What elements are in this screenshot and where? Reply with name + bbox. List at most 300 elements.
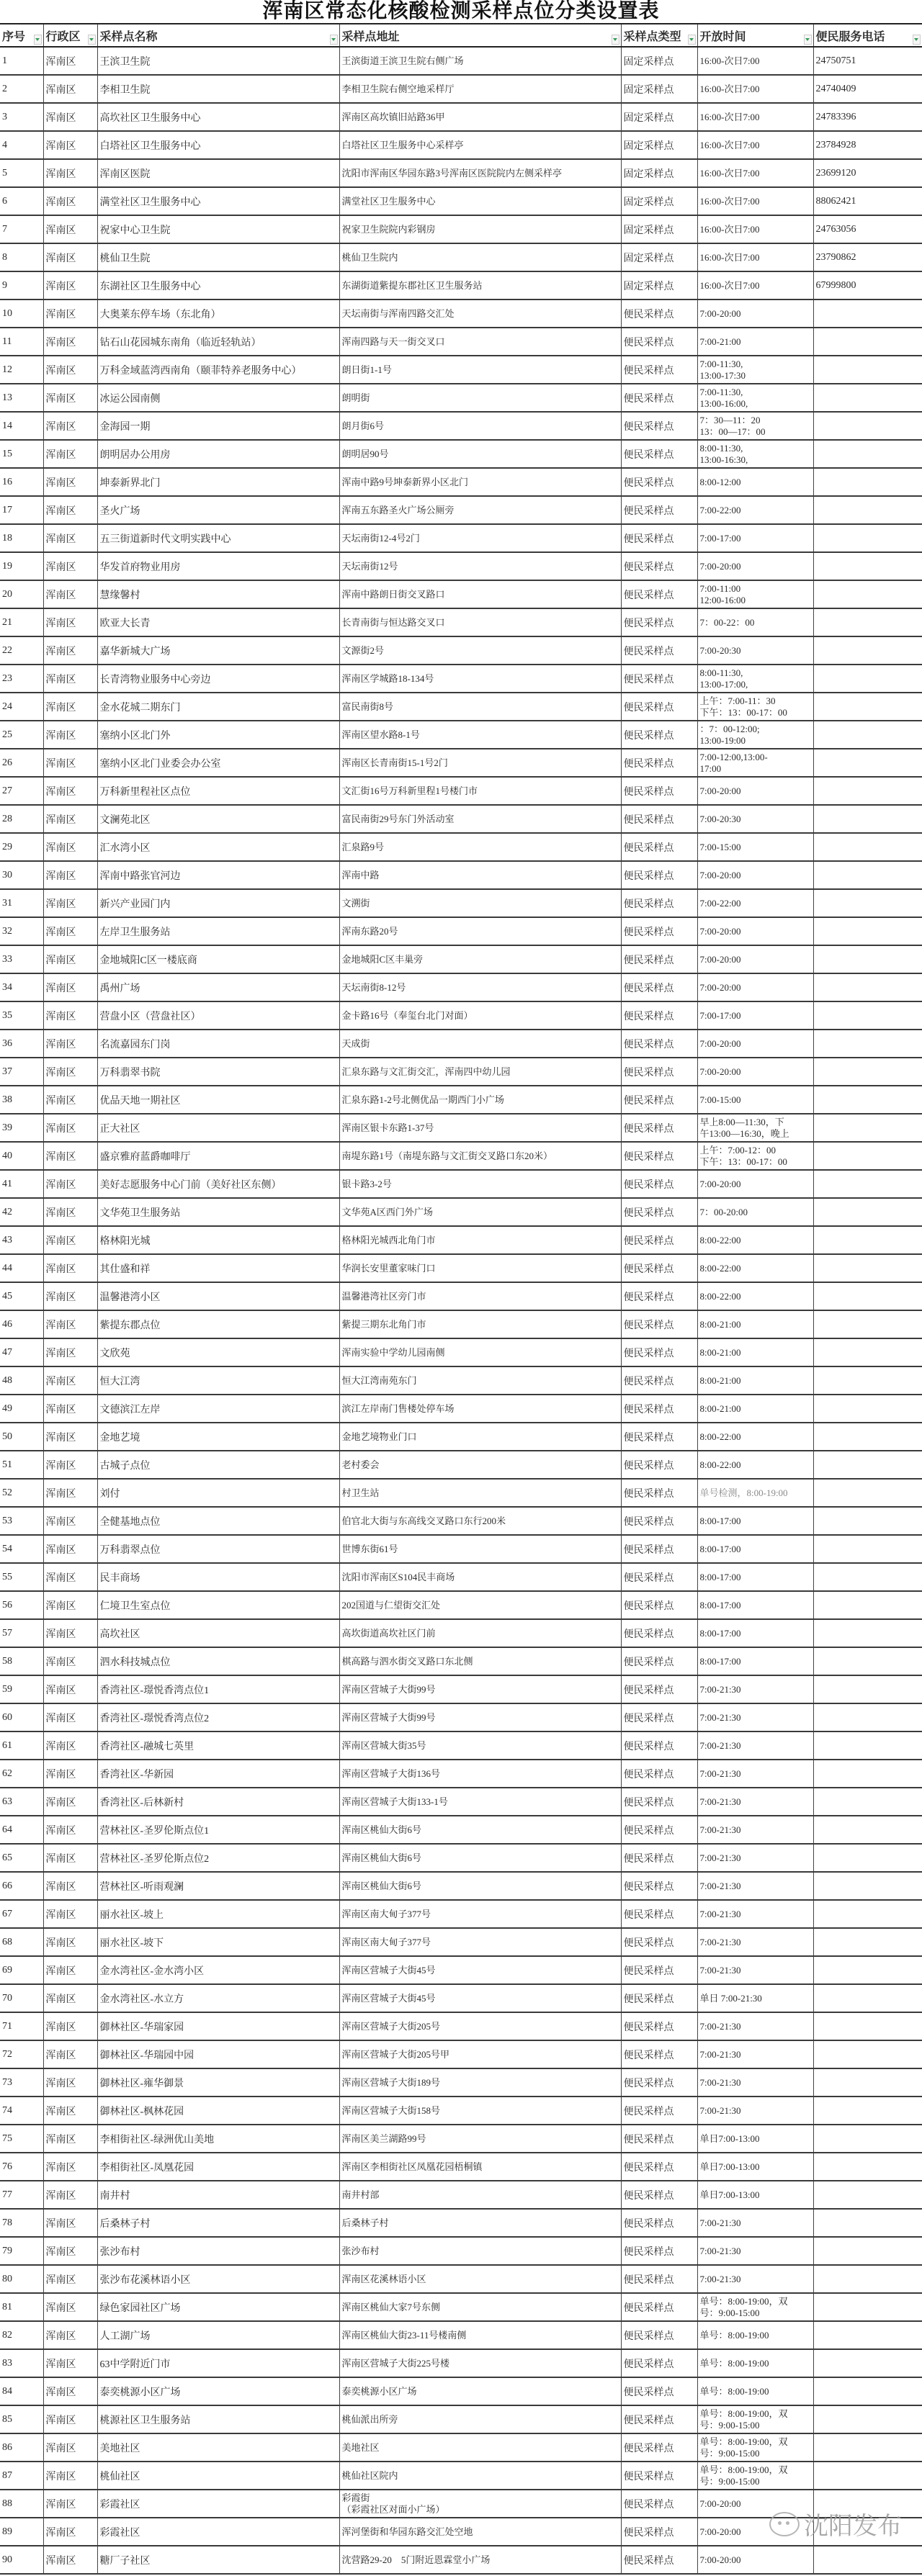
cell-index: 77 bbox=[0, 2181, 43, 2209]
cell-site-type: 便民采样点 bbox=[621, 861, 697, 889]
cell-site-type: 便民采样点 bbox=[621, 1731, 697, 1760]
cell-service-phone bbox=[813, 2349, 922, 2377]
cell-service-phone: 67999800 bbox=[813, 271, 922, 300]
cell-site-name: 营林社区-圣罗伦斯点位2 bbox=[97, 1844, 339, 1872]
cell-district: 浑南区 bbox=[43, 271, 97, 300]
cell-open-hours: 8:00-17:00 bbox=[697, 1563, 813, 1591]
cell-index: 75 bbox=[0, 2125, 43, 2153]
cell-district: 浑南区 bbox=[43, 2293, 97, 2321]
cell-site-address: 温馨港湾社区旁门市 bbox=[339, 1282, 621, 1310]
cell-open-hours: 7:00-21:30 bbox=[697, 1844, 813, 1872]
cell-site-name: 彩霞社区 bbox=[97, 2490, 339, 2518]
cell-site-name: 塞纳小区北门外 bbox=[97, 721, 339, 749]
cell-site-name: 文华苑卫生服务站 bbox=[97, 1198, 339, 1226]
cell-district: 浑南区 bbox=[43, 917, 97, 945]
cell-index: 88 bbox=[0, 2490, 43, 2518]
cell-site-type: 便民采样点 bbox=[621, 833, 697, 861]
cell-open-hours: 7：00-20:00 bbox=[697, 1198, 813, 1226]
filter-dropdown-icon[interactable] bbox=[804, 35, 812, 45]
cell-district: 浑南区 bbox=[43, 2462, 97, 2490]
cell-index: 10 bbox=[0, 300, 43, 328]
cell-site-type: 便民采样点 bbox=[621, 1170, 697, 1198]
cell-site-address: 富民南街8号 bbox=[339, 693, 621, 721]
cell-index: 48 bbox=[0, 1366, 43, 1395]
cell-district: 浑南区 bbox=[43, 2265, 97, 2293]
cell-index: 64 bbox=[0, 1816, 43, 1844]
cell-site-type: 便民采样点 bbox=[621, 1366, 697, 1395]
cell-open-hours: 7:00-21:30 bbox=[697, 1675, 813, 1703]
filter-dropdown-icon[interactable] bbox=[88, 35, 96, 45]
cell-index: 27 bbox=[0, 777, 43, 805]
cell-site-name: 美好志愿服务中心门前（美好社区东侧） bbox=[97, 1170, 339, 1198]
cell-site-address: 天坛南街12-4号2门 bbox=[339, 524, 621, 552]
wechat-icon bbox=[769, 2512, 800, 2536]
cell-site-address: 村卫生站 bbox=[339, 1479, 621, 1507]
cell-site-name: 东湖社区卫生服务中心 bbox=[97, 271, 339, 300]
cell-site-address: 格林阳光城西北角门市 bbox=[339, 1226, 621, 1254]
cell-site-type: 便民采样点 bbox=[621, 1226, 697, 1254]
cell-district: 浑南区 bbox=[43, 889, 97, 917]
cell-site-address: 桃仙卫生院内 bbox=[339, 243, 621, 271]
watermark-text: 沈阳发布 bbox=[804, 2512, 902, 2541]
table-row bbox=[0, 917, 922, 945]
table-row bbox=[0, 552, 922, 580]
cell-site-address: 文华苑A区西门外广场 bbox=[339, 1198, 621, 1226]
filter-dropdown-icon[interactable] bbox=[913, 35, 921, 45]
cell-site-address: 朗日街1-1号 bbox=[339, 356, 621, 384]
cell-site-type: 便民采样点 bbox=[621, 2490, 697, 2518]
cell-service-phone bbox=[813, 496, 922, 524]
cell-district: 浑南区 bbox=[43, 1030, 97, 1058]
cell-open-hours: 单号：8:00-19:00 bbox=[697, 2349, 813, 2377]
cell-index: 76 bbox=[0, 2153, 43, 2181]
cell-site-type: 便民采样点 bbox=[621, 2293, 697, 2321]
cell-site-name: 紫提东郡点位 bbox=[97, 1310, 339, 1338]
table-row bbox=[0, 2209, 922, 2237]
cell-site-name: 金水湾社区-水立方 bbox=[97, 1984, 339, 2012]
cell-site-type: 固定采样点 bbox=[621, 47, 697, 75]
cell-district: 浑南区 bbox=[43, 636, 97, 665]
cell-site-type: 便民采样点 bbox=[621, 1198, 697, 1226]
table-row bbox=[0, 300, 922, 328]
cell-site-type: 便民采样点 bbox=[621, 1984, 697, 2012]
cell-index: 30 bbox=[0, 861, 43, 889]
cell-index: 37 bbox=[0, 1058, 43, 1086]
filter-dropdown-icon[interactable] bbox=[612, 35, 619, 45]
cell-district: 浑南区 bbox=[43, 440, 97, 468]
table-row bbox=[0, 1254, 922, 1282]
cell-index: 6 bbox=[0, 187, 43, 215]
cell-district: 浑南区 bbox=[43, 833, 97, 861]
cell-site-type: 便民采样点 bbox=[621, 2040, 697, 2068]
table-row bbox=[0, 1086, 922, 1114]
cell-index: 90 bbox=[0, 2546, 43, 2574]
cell-site-name: 长青湾物业服务中心旁边 bbox=[97, 665, 339, 693]
cell-open-hours: 7:00-21:30 bbox=[697, 2237, 813, 2265]
cell-service-phone bbox=[813, 440, 922, 468]
cell-service-phone: 88062421 bbox=[813, 187, 922, 215]
table-row bbox=[0, 103, 922, 131]
cell-site-name: 钻石山花园城东南角（临近轻轨站） bbox=[97, 328, 339, 356]
cell-site-address: 文汇街16号万科新里程1号楼门市 bbox=[339, 777, 621, 805]
table-row bbox=[0, 468, 922, 496]
cell-site-type: 便民采样点 bbox=[621, 384, 697, 412]
cell-open-hours: 7:00-20:00 bbox=[697, 2490, 813, 2518]
cell-service-phone: 24750751 bbox=[813, 47, 922, 75]
table-row bbox=[0, 243, 922, 271]
cell-service-phone bbox=[813, 2125, 922, 2153]
cell-service-phone bbox=[813, 1395, 922, 1423]
cell-district: 浑南区 bbox=[43, 131, 97, 159]
cell-index: 40 bbox=[0, 1142, 43, 1170]
cell-open-hours: 7:00-21:30 bbox=[697, 2012, 813, 2040]
cell-site-type: 便民采样点 bbox=[621, 552, 697, 580]
table-row bbox=[0, 749, 922, 777]
cell-site-address: 浑南东路20号 bbox=[339, 917, 621, 945]
cell-site-type: 便民采样点 bbox=[621, 608, 697, 636]
cell-open-hours: 8:00-17:00 bbox=[697, 1619, 813, 1647]
cell-site-type: 便民采样点 bbox=[621, 1788, 697, 1816]
cell-district: 浑南区 bbox=[43, 721, 97, 749]
cell-district: 浑南区 bbox=[43, 75, 97, 103]
cell-index: 12 bbox=[0, 356, 43, 384]
cell-district: 浑南区 bbox=[43, 412, 97, 440]
cell-index: 20 bbox=[0, 580, 43, 608]
cell-index: 78 bbox=[0, 2209, 43, 2237]
cell-site-type: 便民采样点 bbox=[621, 1535, 697, 1563]
cell-site-name: 冰运公园南侧 bbox=[97, 384, 339, 412]
cell-district: 浑南区 bbox=[43, 1001, 97, 1030]
cell-service-phone bbox=[813, 973, 922, 1001]
cell-site-address: 美地社区 bbox=[339, 2433, 621, 2462]
cell-index: 38 bbox=[0, 1086, 43, 1114]
cell-service-phone bbox=[813, 2097, 922, 2125]
cell-site-address: 浑南区营城子大街205号甲 bbox=[339, 2040, 621, 2068]
cell-site-address: 金地艺境物业门口 bbox=[339, 1423, 621, 1451]
cell-site-name: 彩霞社区 bbox=[97, 2518, 339, 2546]
cell-site-name: 后桑林子村 bbox=[97, 2209, 339, 2237]
cell-service-phone bbox=[813, 1451, 922, 1479]
cell-site-name: 文欣苑 bbox=[97, 1338, 339, 1366]
table-row bbox=[0, 636, 922, 665]
cell-open-hours: 7:00-20:00 bbox=[697, 552, 813, 580]
cell-open-hours: 7:00-21:30 bbox=[697, 1760, 813, 1788]
cell-site-address: 长青南街与恒达路交叉口 bbox=[339, 608, 621, 636]
cell-site-name: 白塔社区卫生服务中心 bbox=[97, 131, 339, 159]
cell-district: 浑南区 bbox=[43, 2349, 97, 2377]
table-row bbox=[0, 1872, 922, 1900]
cell-site-address: 张沙布村 bbox=[339, 2237, 621, 2265]
cell-site-name: 美地社区 bbox=[97, 2433, 339, 2462]
cell-site-name: 恒大江湾 bbox=[97, 1366, 339, 1395]
cell-service-phone bbox=[813, 1282, 922, 1310]
cell-open-hours: 16:00-次日7:00 bbox=[697, 187, 813, 215]
cell-site-address: 金卡路16号（奉玺台北门对面） bbox=[339, 1001, 621, 1030]
cell-site-address: 浑南区营城子大街45号 bbox=[339, 1984, 621, 2012]
table-row bbox=[0, 2153, 922, 2181]
cell-service-phone: 23790862 bbox=[813, 243, 922, 271]
cell-open-hours: 7:00-21:30 bbox=[697, 1703, 813, 1731]
cell-open-hours: 7:00-21:00 bbox=[697, 328, 813, 356]
cell-index: 81 bbox=[0, 2293, 43, 2321]
cell-service-phone bbox=[813, 945, 922, 973]
cell-service-phone bbox=[813, 1001, 922, 1030]
cell-site-type: 便民采样点 bbox=[621, 2265, 697, 2293]
table-row bbox=[0, 2237, 922, 2265]
cell-open-hours: 单日 7:00-21:30 bbox=[697, 1984, 813, 2012]
cell-site-address: 南堤东路1号（南堤东路与文汇街交叉路口东20米） bbox=[339, 1142, 621, 1170]
cell-site-address: 汇泉路9号 bbox=[339, 833, 621, 861]
cell-site-address: 浑南区望水路8-1号 bbox=[339, 721, 621, 749]
cell-district: 浑南区 bbox=[43, 2012, 97, 2040]
cell-service-phone bbox=[813, 412, 922, 440]
cell-site-name: 浑南区医院 bbox=[97, 159, 339, 187]
cell-index: 73 bbox=[0, 2068, 43, 2097]
cell-index: 14 bbox=[0, 412, 43, 440]
cell-site-type: 便民采样点 bbox=[621, 1114, 697, 1142]
cell-site-address: 浑南区营城子大街158号 bbox=[339, 2097, 621, 2125]
cell-open-hours: 8:00-17:00 bbox=[697, 1507, 813, 1535]
cell-index: 67 bbox=[0, 1900, 43, 1928]
table-row bbox=[0, 2040, 922, 2068]
cell-site-type: 便民采样点 bbox=[621, 2405, 697, 2433]
cell-district: 浑南区 bbox=[43, 1703, 97, 1731]
table-row bbox=[0, 1198, 922, 1226]
cell-site-name: 欧亚大长青 bbox=[97, 608, 339, 636]
cell-service-phone bbox=[813, 2209, 922, 2237]
cell-site-type: 固定采样点 bbox=[621, 131, 697, 159]
cell-open-hours: 单号：8:00-19:00，双 号：9:00-15:00 bbox=[697, 2405, 813, 2433]
cell-site-type: 便民采样点 bbox=[621, 2462, 697, 2490]
cell-site-type: 便民采样点 bbox=[621, 1338, 697, 1366]
cell-site-type: 便民采样点 bbox=[621, 1928, 697, 1956]
cell-service-phone bbox=[813, 693, 922, 721]
filter-dropdown-icon[interactable] bbox=[330, 35, 338, 45]
table-row bbox=[0, 2293, 922, 2321]
cell-open-hours: 7:00-20:00 bbox=[697, 1058, 813, 1086]
cell-site-type: 便民采样点 bbox=[621, 2546, 697, 2574]
cell-open-hours: 单号：8:00-19:00 bbox=[697, 2377, 813, 2405]
cell-district: 浑南区 bbox=[43, 1928, 97, 1956]
cell-service-phone bbox=[813, 2181, 922, 2209]
cell-service-phone bbox=[813, 2012, 922, 2040]
table-row bbox=[0, 861, 922, 889]
cell-site-type: 便民采样点 bbox=[621, 496, 697, 524]
cell-site-name: 塞纳小区北门业委会办公室 bbox=[97, 749, 339, 777]
cell-district: 浑南区 bbox=[43, 1563, 97, 1591]
cell-index: 68 bbox=[0, 1928, 43, 1956]
cell-open-hours: 7:00-20:00 bbox=[697, 917, 813, 945]
cell-index: 35 bbox=[0, 1001, 43, 1030]
cell-district: 浑南区 bbox=[43, 552, 97, 580]
cell-open-hours: 7:00-17:00 bbox=[697, 1001, 813, 1030]
table-row bbox=[0, 1114, 922, 1142]
table-row bbox=[0, 2097, 922, 2125]
cell-open-hours: 8:00-21:00 bbox=[697, 1338, 813, 1366]
cell-site-address: 浑河堡街和华园东路交汇处空地 bbox=[339, 2518, 621, 2546]
table-row bbox=[0, 945, 922, 973]
cell-index: 4 bbox=[0, 131, 43, 159]
cell-open-hours: 单号：8:00-19:00 bbox=[697, 2321, 813, 2349]
table-row bbox=[0, 1956, 922, 1984]
cell-site-address: 满堂社区卫生服务中心 bbox=[339, 187, 621, 215]
cell-service-phone bbox=[813, 384, 922, 412]
cell-index: 85 bbox=[0, 2405, 43, 2433]
cell-site-address: 浑南区银卡东路1-37号 bbox=[339, 1114, 621, 1142]
table-row bbox=[0, 1170, 922, 1198]
column-header-open-hours bbox=[697, 24, 813, 47]
cell-district: 浑南区 bbox=[43, 1423, 97, 1451]
cell-site-address: 老村委会 bbox=[339, 1451, 621, 1479]
cell-open-hours: 8:00-22:00 bbox=[697, 1282, 813, 1310]
cell-service-phone bbox=[813, 1535, 922, 1563]
cell-site-address: 银卡路3-2号 bbox=[339, 1170, 621, 1198]
table-row bbox=[0, 721, 922, 749]
table-row bbox=[0, 1619, 922, 1647]
cell-service-phone bbox=[813, 1591, 922, 1619]
cell-site-type: 固定采样点 bbox=[621, 271, 697, 300]
cell-site-address: 朗月街6号 bbox=[339, 412, 621, 440]
cell-site-address: 浑南区花溪林语小区 bbox=[339, 2265, 621, 2293]
cell-site-name: 丽水社区-坡上 bbox=[97, 1900, 339, 1928]
cell-site-type: 便民采样点 bbox=[621, 356, 697, 384]
cell-service-phone bbox=[813, 777, 922, 805]
cell-open-hours: 早上8:00—11:30，下 午13:00—16:30，晚上 bbox=[697, 1114, 813, 1142]
cell-open-hours: 7:00-20:00 bbox=[697, 861, 813, 889]
cell-site-type: 便民采样点 bbox=[621, 2125, 697, 2153]
cell-site-type: 固定采样点 bbox=[621, 159, 697, 187]
cell-site-name: 李相卫生院 bbox=[97, 75, 339, 103]
table-row bbox=[0, 356, 922, 384]
cell-service-phone bbox=[813, 1956, 922, 1984]
cell-district: 浑南区 bbox=[43, 215, 97, 243]
cell-district: 浑南区 bbox=[43, 2125, 97, 2153]
cell-district: 浑南区 bbox=[43, 1310, 97, 1338]
cell-district: 浑南区 bbox=[43, 1956, 97, 1984]
cell-site-name: 新兴产业园门内 bbox=[97, 889, 339, 917]
table-row bbox=[0, 2012, 922, 2040]
cell-site-type: 便民采样点 bbox=[621, 1423, 697, 1451]
cell-district: 浑南区 bbox=[43, 1058, 97, 1086]
cell-district: 浑南区 bbox=[43, 2546, 97, 2574]
cell-service-phone bbox=[813, 328, 922, 356]
cell-site-type: 便民采样点 bbox=[621, 665, 697, 693]
cell-index: 52 bbox=[0, 1479, 43, 1507]
cell-service-phone bbox=[813, 1647, 922, 1675]
cell-service-phone bbox=[813, 1114, 922, 1142]
table-row bbox=[0, 1900, 922, 1928]
cell-service-phone bbox=[813, 1816, 922, 1844]
cell-site-address: 浑南五东路圣火广场公厕旁 bbox=[339, 496, 621, 524]
cell-site-name: 民丰商场 bbox=[97, 1563, 339, 1591]
cell-site-name: 泰奕桃源小区广场 bbox=[97, 2377, 339, 2405]
cell-open-hours: 7:00-11:30, 13:00-16:00, bbox=[697, 384, 813, 412]
cell-site-address: 浑南区营城子大街99号 bbox=[339, 1675, 621, 1703]
cell-open-hours: 7:00-20:00 bbox=[697, 945, 813, 973]
table-row bbox=[0, 2125, 922, 2153]
cell-index: 3 bbox=[0, 103, 43, 131]
cell-district: 浑南区 bbox=[43, 1731, 97, 1760]
column-header-site-type bbox=[621, 24, 697, 47]
table-row bbox=[0, 1310, 922, 1338]
cell-open-hours: 7:00-21:30 bbox=[697, 1816, 813, 1844]
cell-site-name: 坤泰新界北门 bbox=[97, 468, 339, 496]
cell-service-phone bbox=[813, 1760, 922, 1788]
cell-site-address: 朗明街 bbox=[339, 384, 621, 412]
cell-site-type: 便民采样点 bbox=[621, 2012, 697, 2040]
cell-service-phone bbox=[813, 1338, 922, 1366]
cell-open-hours: 7:00-20:00 bbox=[697, 973, 813, 1001]
page-title: 浑南区常态化核酸检测采样点位分类设置表 bbox=[0, 0, 922, 24]
cell-service-phone bbox=[813, 1507, 922, 1535]
cell-site-name: 万科金域蓝湾西南角（颐菲特养老服务中心） bbox=[97, 356, 339, 384]
cell-open-hours: 8:00-11:30, 13:00-16:30, bbox=[697, 440, 813, 468]
cell-site-address: 金地城阳C区丰巢旁 bbox=[339, 945, 621, 973]
filter-dropdown-icon[interactable] bbox=[688, 35, 696, 45]
cell-site-name: 朗明居办公用房 bbox=[97, 440, 339, 468]
cell-district: 浑南区 bbox=[43, 2377, 97, 2405]
cell-site-address: 汇泉东路1-2号北侧优品一期西门小广场 bbox=[339, 1086, 621, 1114]
cell-site-address: 沈阳市浑南区华园东路3号浑南区医院院内左侧采样亭 bbox=[339, 159, 621, 187]
cell-index: 87 bbox=[0, 2462, 43, 2490]
table-row bbox=[0, 608, 922, 636]
table-row bbox=[0, 47, 922, 75]
cell-district: 浑南区 bbox=[43, 2490, 97, 2518]
cell-district: 浑南区 bbox=[43, 1451, 97, 1479]
cell-district: 浑南区 bbox=[43, 805, 97, 833]
cell-site-type: 便民采样点 bbox=[621, 1900, 697, 1928]
cell-site-type: 便民采样点 bbox=[621, 693, 697, 721]
cell-site-name: 温馨港湾小区 bbox=[97, 1282, 339, 1310]
cell-site-name: 张沙布花溪林语小区 bbox=[97, 2265, 339, 2293]
table-row bbox=[0, 1760, 922, 1788]
cell-district: 浑南区 bbox=[43, 693, 97, 721]
cell-service-phone bbox=[813, 468, 922, 496]
cell-district: 浑南区 bbox=[43, 384, 97, 412]
cell-site-address: 浑南区营城子大街45号 bbox=[339, 1956, 621, 1984]
cell-open-hours: ：7：00-12:00; 13:00-19:00 bbox=[697, 721, 813, 749]
cell-site-name: 大奥莱东停车场（东北角） bbox=[97, 300, 339, 328]
cell-index: 5 bbox=[0, 159, 43, 187]
cell-site-type: 便民采样点 bbox=[621, 721, 697, 749]
cell-district: 浑南区 bbox=[43, 2097, 97, 2125]
cell-service-phone bbox=[813, 1703, 922, 1731]
cell-open-hours: 16:00-次日7:00 bbox=[697, 159, 813, 187]
cell-site-name: 泗水科技城点位 bbox=[97, 1647, 339, 1675]
table-row bbox=[0, 1338, 922, 1366]
cell-site-type: 便民采样点 bbox=[621, 2209, 697, 2237]
cell-site-name: 桃仙社区 bbox=[97, 2462, 339, 2490]
cell-site-type: 便民采样点 bbox=[621, 1619, 697, 1647]
table-row bbox=[0, 2546, 922, 2574]
cell-service-phone bbox=[813, 356, 922, 384]
cell-open-hours: 7:00-15:00 bbox=[697, 1086, 813, 1114]
cell-open-hours: 单日7:00-13:00 bbox=[697, 2181, 813, 2209]
cell-service-phone bbox=[813, 1479, 922, 1507]
table-row bbox=[0, 2321, 922, 2349]
cell-site-name: 营盘小区（营盘社区） bbox=[97, 1001, 339, 1030]
cell-service-phone: 24783396 bbox=[813, 103, 922, 131]
cell-district: 浑南区 bbox=[43, 1226, 97, 1254]
cell-site-name: 南井村 bbox=[97, 2181, 339, 2209]
filter-dropdown-icon[interactable] bbox=[34, 35, 42, 45]
table-row bbox=[0, 2068, 922, 2097]
cell-index: 65 bbox=[0, 1844, 43, 1872]
cell-district: 浑南区 bbox=[43, 468, 97, 496]
cell-site-type: 便民采样点 bbox=[621, 1058, 697, 1086]
cell-index: 46 bbox=[0, 1310, 43, 1338]
cell-service-phone bbox=[813, 1675, 922, 1703]
